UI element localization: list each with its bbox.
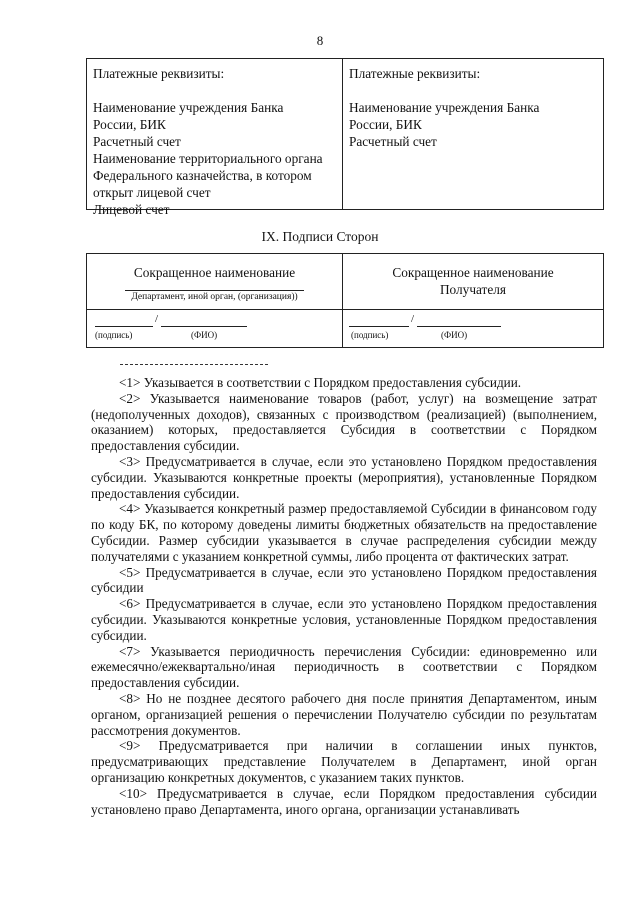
requisites-left-line: открыт лицевой счет — [93, 185, 211, 200]
footnote: <10> Предусматривается в случае, если Порядком предоставления субсидии установлено право Департамента, иного органа, организации устанавливать — [91, 785, 597, 817]
department-name-caption: Департамент, иной орган, (организация)) — [131, 292, 298, 302]
signatures-header-row — [87, 254, 603, 310]
recipient-signature-cell — [343, 310, 603, 347]
footnote: <8> Но не позднее десятого рабочего дня после принятия Департаментом, иным органом, организацией решения о перечислении Получателю субсидии по результатам рассмотрения документов. — [91, 690, 597, 738]
signatures-table — [86, 253, 604, 348]
department-signature-cell — [87, 310, 343, 347]
requisites-department-column — [87, 59, 343, 217]
footnote: <1> Указывается в соответствии с Порядком предоставления субсидии. — [119, 375, 522, 390]
requisites-left-line: Наименование учреждения Банка — [93, 100, 284, 115]
signature-department-header — [87, 254, 343, 309]
department-signature-line — [95, 326, 153, 327]
requisites-left-line: Наименование территориального органа — [93, 151, 323, 166]
requisites-left-line: Расчетный счет — [93, 134, 181, 149]
department-name-heading: Сокращенное наименование — [133, 265, 296, 280]
footnote: <7> Указывается периодичность перечисления Субсидии: единовременно или ежемесячно/ежеквартально/иная периодичность в соответствии с Порядком предоставления субсидии. — [91, 643, 597, 691]
footnote: <5> Предусматривается в случае, если это установлено Порядком предоставления субсидии — [91, 564, 597, 596]
recipient-fio-label: (ФИО) — [441, 330, 468, 340]
footnote: <9> Предусматривается при наличии в соглашении иных пунктов, предусматривающих представление Получателем в Департамент, иной орган организацию конкретных документов, с указанием таких пунктов. — [91, 738, 597, 785]
footnote-separator — [120, 364, 268, 365]
requisites-right-line: Наименование учреждения Банка — [349, 100, 540, 115]
requisites-left-line: Лицевой счет — [93, 202, 170, 217]
footnote: <2> Указывается наименование товаров (работ, услуг) на возмещение затрат (недополученных доходов), связанных с производством (реализацией) (выполнением, оказанием) которых, предоставляется Субсидия в соответствии с Порядком предоставления субсидии. — [91, 390, 597, 454]
department-name-sign-line — [161, 326, 247, 327]
requisites-right-heading: Платежные реквизиты: — [349, 66, 481, 81]
department-fio-label: (ФИО) — [191, 330, 218, 340]
requisites-left-line: Федерального казначейства, в котором — [93, 168, 312, 183]
footnote: <4> Указывается конкретный размер предоставляемой Субсидии в финансовом году по коду БК, по которому доведены лимиты бюджетных обязательств на предоставление Субсидии. Размер субсидии указывается в случае распределения субсидии между получателями с указанием конкретной суммы, либо процента от фактических затрат. — [91, 501, 597, 564]
department-slash: / — [155, 313, 159, 325]
requisites-left-line: России, БИК — [93, 117, 166, 132]
department-name-line — [125, 290, 304, 291]
signatures-sign-row — [87, 310, 603, 347]
page-number: 8 — [316, 33, 324, 48]
signature-recipient-header — [343, 254, 603, 309]
recipient-heading-line-1: Сокращенное наименование — [392, 265, 554, 280]
requisites-right-line: России, БИК — [349, 117, 422, 132]
recipient-name-heading — [343, 254, 603, 298]
recipient-signature-line — [349, 326, 409, 327]
footnote: <3> Предусматривается в случае, если это установлено Порядком предоставления субсидии. Указываются конкретные проекты (мероприятия), установленные Порядком предоставления субсидии. — [91, 453, 597, 501]
footnote: <6> Предусматривается в случае, если это установлено Порядком предоставления субсидии. Указываются конкретные условия, установленные Порядком предоставления субсидии. — [91, 596, 597, 643]
footnotes — [91, 375, 597, 817]
requisites-left-heading: Платежные реквизиты: — [93, 66, 225, 81]
section-title: IX. Подписи Сторон — [261, 229, 379, 244]
recipient-name-sign-line — [417, 326, 501, 327]
department-signature-label: (подпись) — [95, 330, 133, 340]
payment-requisites-table — [86, 58, 604, 217]
recipient-signature-label: (подпись) — [351, 330, 389, 340]
recipient-slash: / — [411, 313, 415, 325]
requisites-right-line: Расчетный счет — [349, 134, 437, 149]
recipient-heading-line-2: Получателя — [439, 282, 507, 297]
requisites-recipient-column — [343, 59, 603, 209]
